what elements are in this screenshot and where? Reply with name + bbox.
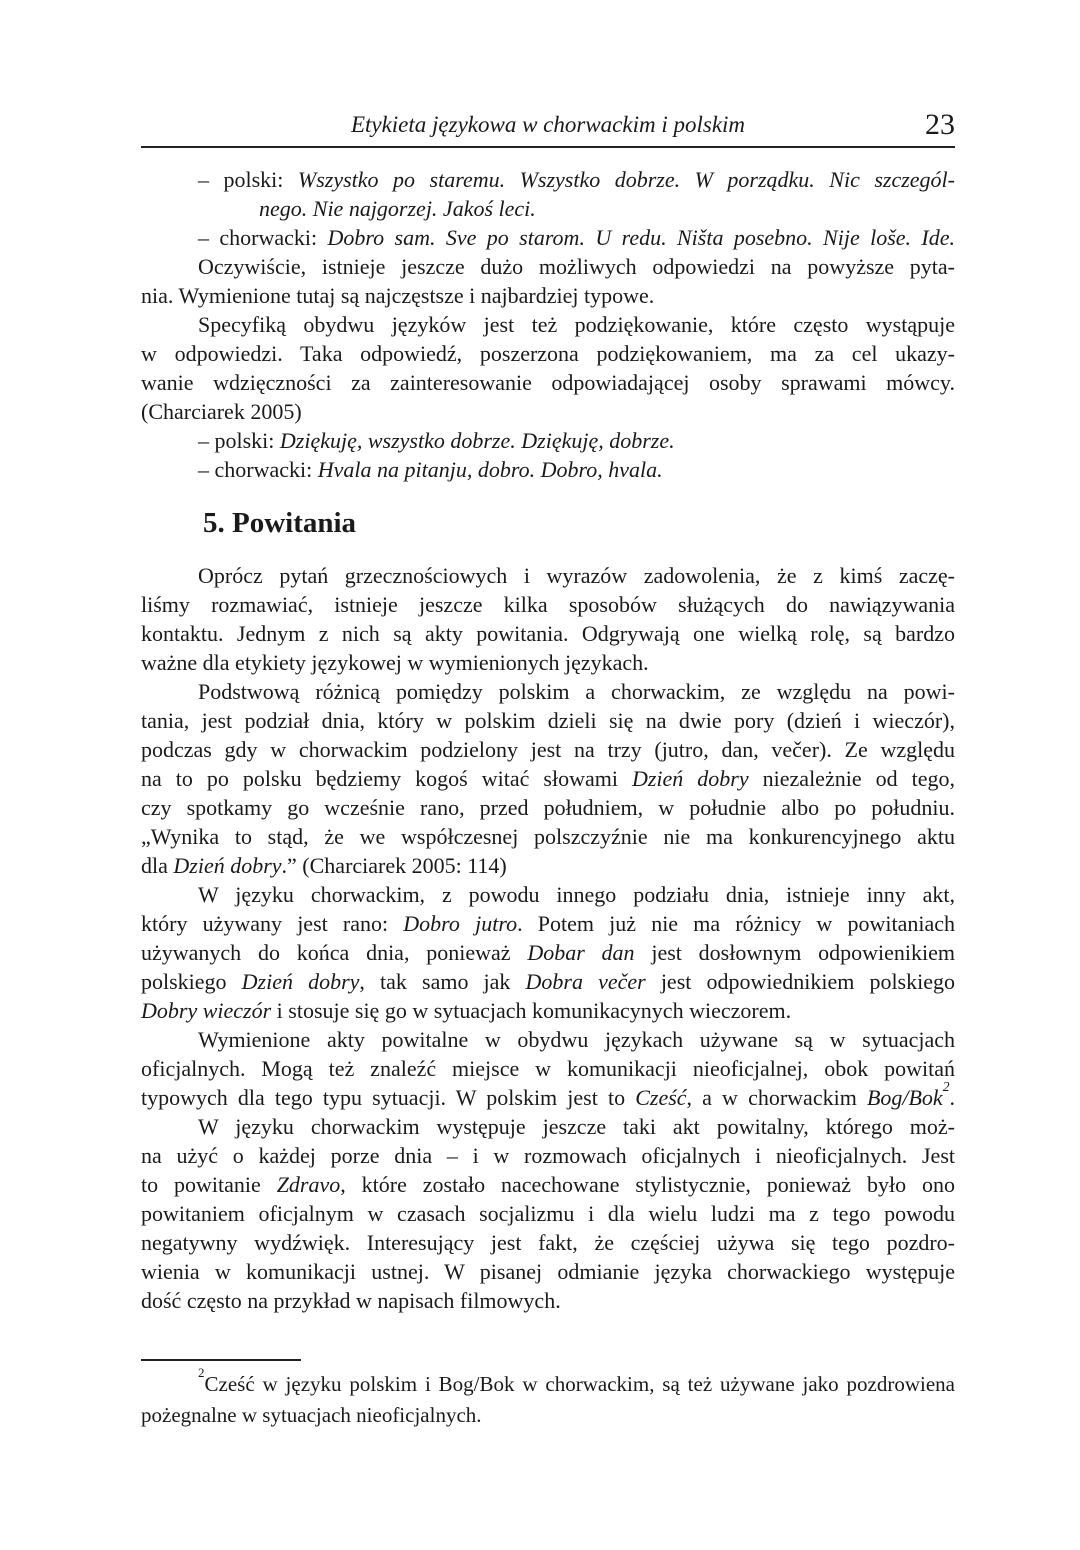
text-run: oficjalnych. Mogą też znaleźć miejsce w komunikacji nieoficjalnej, obok powitań (141, 1056, 955, 1081)
text-run: Specyfiką obydwu języków jest też podziękowanie, które często wystąpuje (198, 312, 955, 337)
text-line (141, 310, 955, 339)
text-line (141, 938, 955, 967)
text-run: Oprócz pytań grzecznościowych i wyrazów zadowolenia, że z kimś zaczę- (198, 563, 955, 588)
text-run: Wymienione akty powitalne w obydwu językach używane są w sytuacjach (198, 1027, 955, 1052)
running-header (141, 108, 955, 142)
text-run: – chorwacki: (198, 457, 318, 482)
text-run: który używany jest rano: (141, 911, 404, 936)
text-line (141, 223, 955, 252)
text-line (141, 1228, 955, 1257)
text-run: Dobar dan (527, 940, 635, 965)
footnote-section (141, 1359, 955, 1431)
text-run: Oczywiście, istnieje jeszcze dużo możliwych odpowiedzi na powyższe pyta- (198, 254, 955, 279)
text-run: w odpowiedzi. Taka odpowiedź, poszerzona podziękowaniem, ma za cel ukazy- (141, 341, 955, 366)
footnote-rule (141, 1359, 301, 1361)
text-run: tania, jest podział dnia, który w polskim dzieli się na dwie pory (dzień i wieczór), (141, 708, 955, 733)
text-line (141, 822, 955, 851)
text-line (141, 1112, 955, 1141)
text-line (141, 1257, 955, 1286)
text-line (141, 252, 955, 281)
text-line (141, 1365, 955, 1400)
header-rule (141, 146, 955, 148)
running-title: Etykieta językowa w chorwackim i polskim (350, 112, 746, 137)
body-section-1 (141, 165, 955, 484)
text-run: jest dosłownym odpowienikiem (634, 940, 955, 965)
text-line (141, 1400, 955, 1431)
text-run: podczas gdy w chorwackim podzielony jest na trzy (jutro, dan, večer). Ze względu (141, 737, 955, 762)
text-run: Bog/Bok (866, 1085, 943, 1110)
text-line (141, 397, 955, 426)
text-run: , które zostało nacechowane stylistycznie, ponieważ było ono (340, 1172, 955, 1197)
text-run: „Wynika to stąd, że we współczesnej polszczyźnie nie ma konkurencyjnego aktu (141, 824, 955, 849)
text-line (141, 996, 955, 1025)
text-run: Dzień dobry (631, 766, 749, 791)
text-run: Dzień dobry (173, 853, 282, 878)
text-run: Dobra večer (525, 969, 646, 994)
text-line (141, 339, 955, 368)
text-line (141, 1054, 955, 1083)
text-run: na to po polsku będziemy kogoś witać słowami (141, 766, 632, 791)
text-run: Wszystko po staremu. Wszystko dobrze. W porządku. Nic szczegól- (297, 167, 955, 192)
text-run: ważne dla etykiety językowej w wymienionych językach. (141, 650, 649, 675)
text-run: i stosuje się go w sytuacjach komunikacynych wieczorem. (271, 998, 792, 1023)
text-run: niezależnie od tego, (748, 766, 955, 791)
text-run: – polski: (198, 167, 298, 192)
text-run: 2 (942, 1078, 950, 1094)
text-run: liśmy rozmawiać, istnieje jeszcze kilka sposobów służących do nawiązywania (141, 592, 955, 617)
text-run: pożegnalne w sytuacjach nieoficjalnych. (141, 1403, 482, 1427)
text-run: 2 (198, 1365, 205, 1381)
page-number: 23 (925, 108, 955, 141)
text-run: powitaniem oficjalnym w czasach socjalizmu i dla wielu ludzi ma z tego powodu (141, 1201, 955, 1226)
text-line (141, 735, 955, 764)
text-run: Cześć (635, 1085, 687, 1110)
text-run: Dziękuję, wszystko dobrze. Dziękuję, dobrze. (279, 428, 675, 453)
text-run: Zdravo (276, 1172, 341, 1197)
footnote-text (141, 1365, 955, 1431)
text-line (141, 909, 955, 938)
text-run: Dzień dobry (241, 969, 360, 994)
text-run: – chorwacki: (198, 225, 328, 250)
text-run: (Charciarek 2005) (141, 399, 302, 424)
text-line (141, 455, 955, 484)
text-line (141, 281, 955, 310)
text-line (141, 677, 955, 706)
text-run: .” (Charciarek 2005: 114) (281, 853, 507, 878)
text-run: W języku chorwackim występuje jeszcze taki akt powitalny, którego moż- (198, 1114, 955, 1139)
section-heading: 5. Powitania (203, 507, 357, 539)
text-run: dość często na przykład w napisach filmowych. (141, 1288, 561, 1313)
text-run: Dobro jutro (403, 911, 518, 936)
text-run: negatywny wydźwięk. Interesujący jest fakt, że częściej używa się tego pozdro- (141, 1230, 955, 1255)
text-line (141, 793, 955, 822)
text-line (141, 590, 955, 619)
text-run: Podstwową różnicą pomiędzy polskim a chorwackim, ze względu na powi- (198, 679, 955, 704)
text-run: kontaktu. Jednym z nich są akty powitania. Odgrywają one wielką rolę, są bardzo (141, 621, 955, 646)
text-line (141, 880, 955, 909)
text-line (141, 706, 955, 735)
text-line (141, 1286, 955, 1315)
text-run: czy spotkamy go wcześnie rano, przed południem, w południe albo po południu. (141, 795, 955, 820)
text-line (141, 1025, 955, 1054)
text-run: W języku chorwackim, z powodu innego podziału dnia, istnieje inny akt, (198, 882, 955, 907)
text-run: dla (141, 853, 174, 878)
text-run: typowych dla tego typu sytuacji. W polskim jest to (141, 1085, 636, 1110)
text-run: , a w chorwackim (686, 1085, 867, 1110)
text-run: Hvala na pitanju, dobro. Dobro, hvala. (317, 457, 663, 482)
page-content (141, 0, 955, 1431)
text-line (141, 194, 955, 223)
text-line (141, 851, 955, 880)
text-run: Dobro sam. Sve po starom. U redu. Ništa posebno. Nije loše. Ide. (327, 225, 955, 250)
text-run: na użyć o każdej porze dnia – i w rozmowach oficjalnych i nieoficjalnych. Jest (141, 1143, 955, 1168)
text-line (141, 368, 955, 397)
text-line (141, 619, 955, 648)
text-run: wanie wdzięczności za zainteresowanie odpowiadającej osoby sprawami mówcy. (141, 370, 955, 395)
text-run: to powitanie (141, 1172, 277, 1197)
text-run: , tak samo jak (359, 969, 526, 994)
text-line (141, 165, 955, 194)
text-run: nia. Wymienione tutaj są najczęstsze i najbardziej typowe. (141, 283, 655, 308)
text-line (141, 764, 955, 793)
text-run: używanych do końca dnia, ponieważ (141, 940, 528, 965)
text-run: – polski: (198, 428, 280, 453)
text-run: jest odpowiednikiem polskiego (645, 969, 955, 994)
text-run: . (949, 1085, 956, 1110)
text-line (141, 1078, 956, 1112)
text-line (141, 561, 955, 590)
text-run: nego. Nie najgorzej. Jakoś leci. (259, 196, 536, 221)
text-run: wienia w komunikacji ustnej. W pisanej odmianie języka chorwackiego występuje (141, 1259, 955, 1284)
text-line (141, 648, 955, 677)
text-line (141, 967, 955, 996)
text-line (141, 1199, 955, 1228)
body-section-2 (141, 561, 955, 1315)
text-line (141, 1141, 955, 1170)
text-line (141, 1170, 955, 1199)
text-run: . Potem już nie ma różnicy w powitaniach (517, 911, 956, 936)
text-run: Dobry wieczór (141, 998, 272, 1023)
text-run: Cześć w języku polskim i Bog/Bok w chorwackim, są też używane jako pozdrowiena (204, 1372, 955, 1396)
text-line (141, 426, 955, 455)
text-run: polskiego (141, 969, 242, 994)
